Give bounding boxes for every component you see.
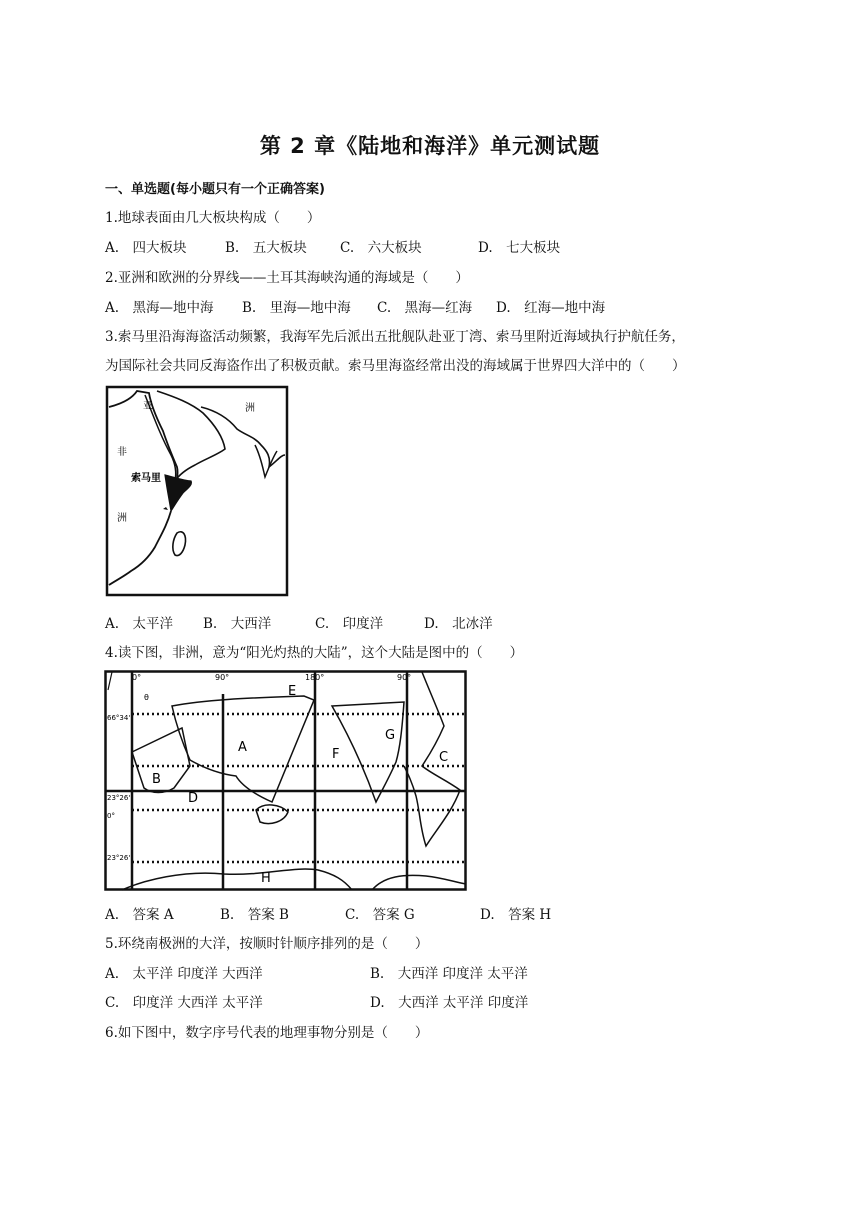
q3-option-d: D. 北冰洋: [424, 616, 493, 632]
map-label-asia1: 亚: [143, 401, 153, 412]
question-5-stem: 5.环绕南极洲的大洋，按顺时针顺序排列的是（ ）: [105, 936, 429, 952]
world-continents-map: [104, 670, 468, 892]
q4-option-c: C. 答案 G: [345, 907, 415, 923]
question-3-stem-line1: 3.索马里沿海海盗活动频繁，我海军先后派出五批舰队赴亚丁湾、索马里附近海域执行护航任务，: [105, 329, 685, 345]
region-c: C: [439, 750, 449, 765]
q3-option-b: B. 大西洋: [203, 616, 272, 632]
q1-option-b: B. 五大板块: [225, 240, 307, 256]
page-title: 第 2 章《陆地和海洋》单元测试题: [259, 134, 601, 158]
somalia-region-map: [105, 385, 289, 597]
question-4-stem: 4.读下图，非洲，意为“阳光灼热的大陆”，这个大陆是图中的（ ）: [105, 645, 524, 661]
q4-option-d: D. 答案 H: [480, 907, 552, 923]
q1-option-d: D. 七大板块: [478, 240, 561, 256]
q2-option-c: C. 黑海—红海: [377, 300, 473, 316]
q2-option-b: B. 里海—地中海: [242, 300, 351, 316]
top-tick-90w: 90°: [397, 673, 412, 682]
q1-option-c: C. 六大板块: [340, 240, 422, 256]
q4-option-b: B. 答案 B: [220, 907, 289, 923]
map-label-africa1: 非: [117, 447, 127, 458]
q3-option-a: A. 太平洋: [105, 616, 174, 632]
q5-option-c: C. 印度洋 大西洋 太平洋: [105, 995, 263, 1011]
q2-option-d: D. 红海—地中海: [496, 300, 606, 316]
q5-option-b: B. 大西洋 印度洋 太平洋: [370, 966, 528, 982]
question-2-stem: 2.亚洲和欧洲的分界线——土耳其海峡沟通的海域是（ ）: [105, 270, 469, 286]
region-g: G: [385, 728, 396, 743]
left-tick-2326s: 23°26': [107, 854, 131, 862]
q5-option-a: A. 太平洋 印度洋 大西洋: [105, 966, 263, 982]
left-tick-theta: θ: [144, 693, 149, 702]
map-label-asia2: 洲: [245, 403, 255, 414]
region-a: A: [238, 740, 247, 755]
left-tick-6634: 66°34': [107, 714, 131, 722]
left-tick-2326n: 23°26': [107, 794, 131, 802]
question-1-stem: 1.地球表面由几大板块构成（ ）: [105, 210, 321, 226]
region-b: B: [152, 772, 161, 787]
map-label-africa2: 洲: [117, 513, 127, 524]
region-h: H: [261, 871, 271, 886]
map-label-somalia: 索马里: [131, 473, 161, 484]
question-6-stem: 6.如下图中，数字序号代表的地理事物分别是（ ）: [105, 1025, 429, 1041]
region-d: D: [188, 791, 199, 806]
q2-option-a: A. 黑海—地中海: [105, 300, 214, 316]
region-e: E: [288, 684, 297, 699]
question-3-stem-line2: 为国际社会共同反海盗作出了积极贡献。索马里海盗经常出没的海域属于世界四大洋中的（ ）: [105, 358, 686, 374]
section-heading: 一、单选题(每小题只有一个正确答案): [105, 182, 325, 197]
top-tick-180: 180°: [305, 673, 325, 682]
region-f: F: [332, 747, 340, 762]
top-tick-0: 0°: [132, 673, 142, 682]
top-tick-90: 90°: [215, 673, 230, 682]
q4-option-a: A. 答案 A: [105, 907, 174, 923]
q3-option-c: C. 印度洋: [315, 616, 384, 632]
left-tick-equator: 0°: [107, 812, 115, 820]
q1-option-a: A. 四大板块: [105, 240, 187, 256]
q5-option-d: D. 大西洋 太平洋 印度洋: [370, 995, 529, 1011]
